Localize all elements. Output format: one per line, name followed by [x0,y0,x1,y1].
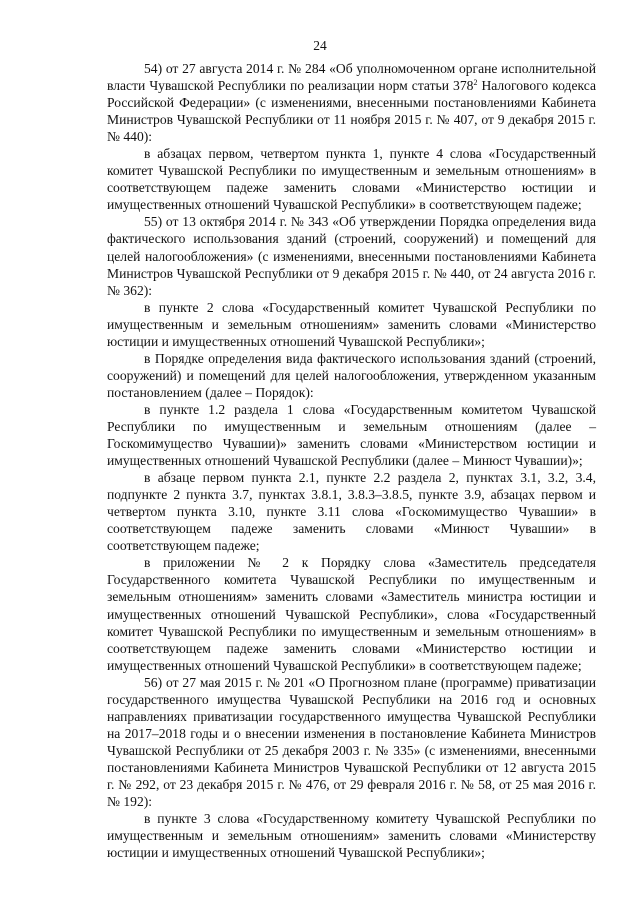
paragraph: в пункте 2 слова «Государственный комитет Чувашской Республики по имущественным и земельным отношениям» заменить словами «Министерство юстиции и имущественных отношений Чувашской Республики»; [107,299,596,349]
paragraph-item-55: 55) от 13 октября 2014 г. № 343 «Об утверждении Порядка определения вида фактического использования зданий (строений, сооружений) и помещений для целей налогообложения» (с изменениями, внесенными постановлениями Кабинета Министров Чувашской Республики от 9 декабря 2015 г. № 440, от 24 августа 2016 г. № 362): [107,214,596,298]
paragraph-item-56: 56) от 27 мая 2015 г. № 201 «О Прогнозном плане (программе) приватизации государственного имущества Чувашской Республики на 2016 год и основных направлениях приватизации государственного имущества Чувашской Республики на 2017–2018 годы и о внесении изменения в постановление Кабинета Министров Чувашской Республики от 25 декабря 2003 г. № 335» (с изменениями, внесенными постановлениями Кабинета Министров Чувашской Республики от 12 августа 2015 г. № 292, от 23 декабря 2015 г. № 476, от 29 февраля 2016 г. № 58, от 25 мая 2016 г. № 192): [107,674,596,810]
superscript: 2 [473,78,478,88]
page-number: 24 [313,38,327,53]
paragraph: в абзацах первом, четвертом пункта 1, пункте 4 слова «Государственный комитет Чувашской Республики по имущественным и земельным отношениям» в соответствующем падеже заменить словами «Министерство юстиции и имущественных отношений Чувашской Республики» в соответствующем падеже; [107,146,596,213]
document-body [107,60,596,861]
paragraph: в пункте 3 слова «Государственному комитету Чувашской Республики по имущественным и земельным отношениям» заменить словами «Министерству юстиции и имущественных отношений Чувашской Республики»; [107,811,596,861]
paragraph-item-54: 54) от 27 августа 2014 г. № 284 «Об уполномоченном органе исполнительной власти Чувашской Республики по реализации норм статьи $378^2$ Налогового кодекса Российской Федерации» (с изменениями, внесенными постановлениями Кабинета Министров Чувашской Республики от 11 ноября 2015 г. № 407, от 9 декабря 2015 г. № 440): [107,61,596,145]
paragraph: в пункте 1.2 раздела 1 слова «Государственным комитетом Чувашской Республики по имущественным и земельным отношениям (далее – Госкомимущество Чувашии)» заменить словами «Министерством юстиции и имущественных отношений Чувашской Республики (далее – Минюст Чувашии)»; [107,401,596,469]
paragraph: в абзаце первом пункта 2.1, пункте 2.2 раздела 2, пунктах 3.1, 3.2, 3.4, подпункте 2 пункта 3.7, пунктах 3.8.1, 3.8.3–3.8.5, пункте 3.9, абзацах первом и четвертом пункта 3.10, пункте 3.11 слова «Госкомимущество Чувашии» в соответствующем падеже заменить словами «Минюст Чувашии» в соответствующем падеже; [107,470,596,554]
paragraph: в приложении № 2 к Порядку слова «Заместитель председателя Государственного комитета Чувашской Республики по имущественным и земельным отношениям» заменить словами «Заместитель министра юстиции и имущественных отношений Чувашской Республики», слова «Государственный комитет Чувашской Республики по имущественным и земельным отношениям» в соответствующем падеже заменить словами «Министерство юстиции и имущественных отношений Чувашской Республики» в соответствующем падеже; [107,555,596,673]
paragraph: в Порядке определения вида фактического использования зданий (строений, сооружений) и помещений для целей налогообложения, утвержденном указанным постановлением (далее – Порядок): [107,350,596,400]
